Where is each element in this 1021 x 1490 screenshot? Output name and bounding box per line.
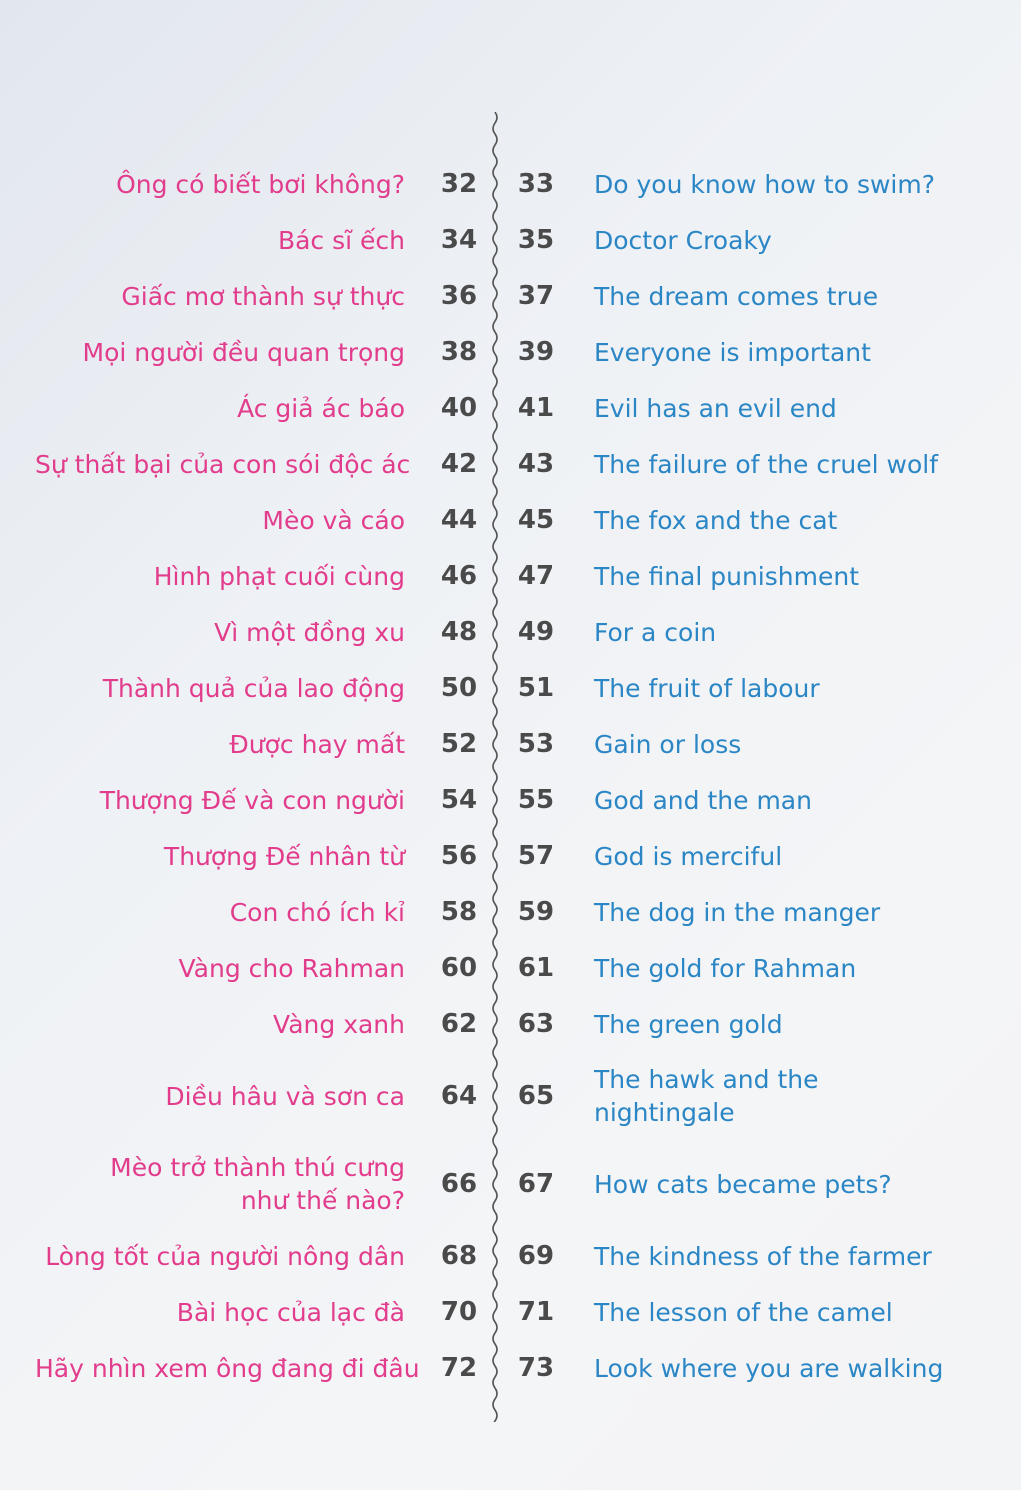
vietnamese-title: Vàng xanh [273,1010,405,1039]
vietnamese-page-number: 62 [440,1009,478,1039]
vietnamese-page-number: 44 [440,505,478,535]
vietnamese-title: Ông có biết bơi không? [116,170,405,199]
vietnamese-page-number: 32 [440,169,478,199]
english-page-number: 55 [517,785,555,815]
english-page-number: 69 [517,1241,555,1271]
vietnamese-title: Thành quả của lao động [102,674,405,703]
vietnamese-title: Thượng Đế nhân từ [163,842,405,871]
english-page-number: 41 [517,393,555,423]
english-title: Gain or loss [594,730,742,759]
english-title: The fox and the cat [594,506,838,535]
english-page-number: 33 [517,169,555,199]
vietnamese-title: Hãy nhìn xem ông đang đi đâu [35,1354,420,1383]
vietnamese-page-number: 36 [440,281,478,311]
vietnamese-page-number: 40 [440,393,478,423]
english-page-number: 43 [517,449,555,479]
english-title: The fruit of labour [594,674,820,703]
vietnamese-title: Sự thất bại của con sói độc ác [35,450,411,479]
english-title: The gold for Rahman [594,954,857,983]
vietnamese-title: Con chó ích kỉ [229,898,405,927]
english-title: How cats became pets? [594,1170,892,1199]
english-page-number: 57 [517,841,555,871]
vietnamese-page-number: 60 [440,953,478,983]
english-title: The failure of the cruel wolf [594,450,939,479]
vietnamese-page-number: 58 [440,897,478,927]
vietnamese-title: Lòng tốt của người nông dân [45,1242,405,1271]
english-page-number: 51 [517,673,555,703]
english-page-number: 45 [517,505,555,535]
vietnamese-title: Thượng Đế và con người [99,786,405,815]
vietnamese-page-number: 42 [440,449,478,479]
english-page-number: 39 [517,337,555,367]
vietnamese-page-number: 54 [440,785,478,815]
english-title: Evil has an evil end [594,394,837,423]
english-title: The green gold [594,1010,783,1039]
vietnamese-title: Ác giả ác báo [237,394,405,423]
vietnamese-page-number: 46 [440,561,478,591]
vietnamese-title: Bác sĩ ếch [277,226,405,255]
vietnamese-page-number: 52 [440,729,478,759]
english-page-number: 63 [517,1009,555,1039]
vietnamese-page-number: 56 [440,841,478,871]
english-title: God and the man [594,786,812,815]
english-page-number: 53 [517,729,555,759]
english-title: The lesson of the camel [594,1298,893,1327]
vietnamese-page-number: 72 [440,1353,478,1383]
vietnamese-page-number: 48 [440,617,478,647]
vietnamese-page-number: 34 [440,225,478,255]
english-page-number: 61 [517,953,555,983]
english-title: The kindness of the farmer [594,1242,932,1271]
english-title: Look where you are walking [594,1354,944,1383]
vietnamese-page-number: 68 [440,1241,478,1271]
vietnamese-page-number: 38 [440,337,478,367]
vietnamese-title: Mèo trở thành thú cưng như thế nào? [110,1153,405,1215]
english-page-number: 73 [517,1353,555,1383]
english-title: God is merciful [594,842,783,871]
english-page-number: 35 [517,225,555,255]
english-title: The hawk and the nightingale [594,1065,819,1127]
vietnamese-title: Diều hâu và sơn ca [165,1082,405,1111]
english-page-number: 47 [517,561,555,591]
vietnamese-title: Giấc mơ thành sự thực [121,282,405,311]
english-title: Do you know how to swim? [594,170,936,199]
english-page-number: 37 [517,281,555,311]
english-title: Everyone is important [594,338,871,367]
english-page-number: 71 [517,1297,555,1327]
vietnamese-title: Được hay mất [229,730,405,759]
vietnamese-title: Vì một đồng xu [214,618,405,647]
vietnamese-title: Vàng cho Rahman [178,954,405,983]
vietnamese-title: Bài học của lạc đà [176,1298,405,1327]
english-title: For a coin [594,618,717,647]
english-title: The final punishment [594,562,860,591]
english-page-number: 59 [517,897,555,927]
english-title: The dream comes true [594,282,879,311]
english-page-number: 65 [517,1081,555,1111]
vietnamese-page-number: 70 [440,1297,478,1327]
english-title: The dog in the manger [594,898,881,927]
english-page-number: 67 [517,1169,555,1199]
english-title: Doctor Croaky [594,226,772,255]
vietnamese-page-number: 66 [440,1169,478,1199]
vietnamese-title: Mọi người đều quan trọng [82,338,405,367]
vietnamese-title: Hình phạt cuối cùng [153,562,405,591]
vietnamese-title: Mèo và cáo [262,506,405,535]
english-page-number: 49 [517,617,555,647]
vietnamese-page-number: 50 [440,673,478,703]
vietnamese-page-number: 64 [440,1081,478,1111]
